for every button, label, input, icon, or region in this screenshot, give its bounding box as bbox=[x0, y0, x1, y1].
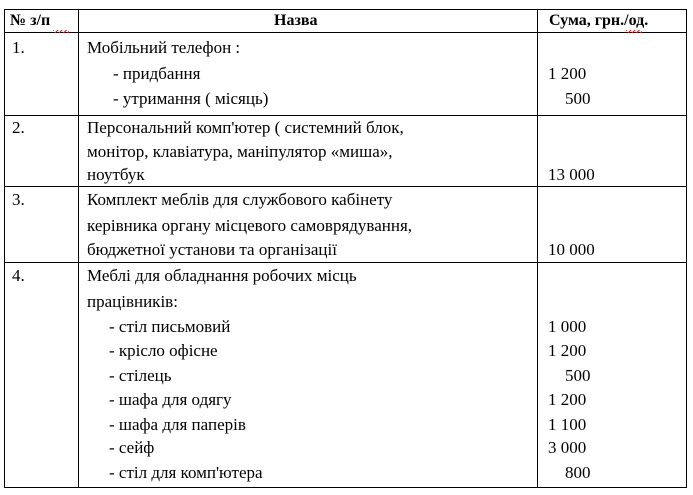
row-number: 1. bbox=[12, 38, 25, 57]
price: 1 200 bbox=[548, 64, 587, 83]
header-name: Назва bbox=[274, 12, 318, 29]
item-text: ноутбук bbox=[87, 165, 145, 184]
column-divider bbox=[78, 10, 79, 487]
item-text: Меблі для обладнання робочих місць bbox=[87, 266, 357, 285]
price: 10 000 bbox=[548, 240, 595, 259]
item-text: Персональний комп'ютер ( системний блок, bbox=[87, 118, 404, 137]
row-number: 2. bbox=[12, 118, 25, 137]
sub-item: - шафа для одягу bbox=[109, 390, 232, 409]
sub-item: - утримання ( місяць) bbox=[113, 89, 269, 108]
row-divider bbox=[5, 115, 686, 116]
item-text: монітор, клавіатура, маніпулятор «миша», bbox=[87, 142, 393, 161]
price: 1 200 bbox=[548, 390, 587, 409]
row-divider bbox=[5, 262, 686, 263]
sub-item: - шафа для паперів bbox=[109, 415, 246, 434]
item-title: Мобільний телефон : bbox=[87, 38, 241, 57]
header-number: № з/п bbox=[10, 12, 51, 29]
price: 3 000 bbox=[548, 438, 587, 457]
row-divider bbox=[5, 186, 686, 187]
sub-item: - крісло офісне bbox=[109, 341, 218, 360]
price: 13 000 bbox=[548, 165, 595, 184]
sub-item: - стіл письмовий bbox=[109, 317, 231, 336]
spellcheck-underline bbox=[626, 30, 642, 33]
column-divider bbox=[537, 10, 538, 487]
item-text: бюджетної установи та організації bbox=[87, 240, 337, 259]
item-text: Комплект меблів для службового кабінету bbox=[87, 190, 393, 209]
price: 800 bbox=[565, 463, 591, 482]
spellcheck-underline bbox=[53, 30, 69, 33]
price: 500 bbox=[565, 366, 591, 385]
price: 500 bbox=[565, 89, 591, 108]
price: 1 100 bbox=[548, 415, 587, 434]
sub-item: - придбання bbox=[113, 64, 201, 83]
cost-table bbox=[4, 9, 687, 488]
row-divider bbox=[5, 32, 686, 33]
sub-item: - стілець bbox=[109, 366, 172, 385]
price: 1 000 bbox=[548, 317, 587, 336]
row-number: 4. bbox=[12, 266, 25, 285]
sub-item: - стіл для комп'ютера bbox=[109, 463, 263, 482]
price: 1 200 bbox=[548, 341, 587, 360]
header-sum: Сума, грн./од. bbox=[549, 12, 649, 29]
row-number: 3. bbox=[12, 190, 25, 209]
item-text: керівника органу місцевого самоврядування, bbox=[87, 216, 413, 235]
sub-item: - сейф bbox=[109, 438, 155, 457]
item-text: працівників: bbox=[87, 292, 178, 311]
